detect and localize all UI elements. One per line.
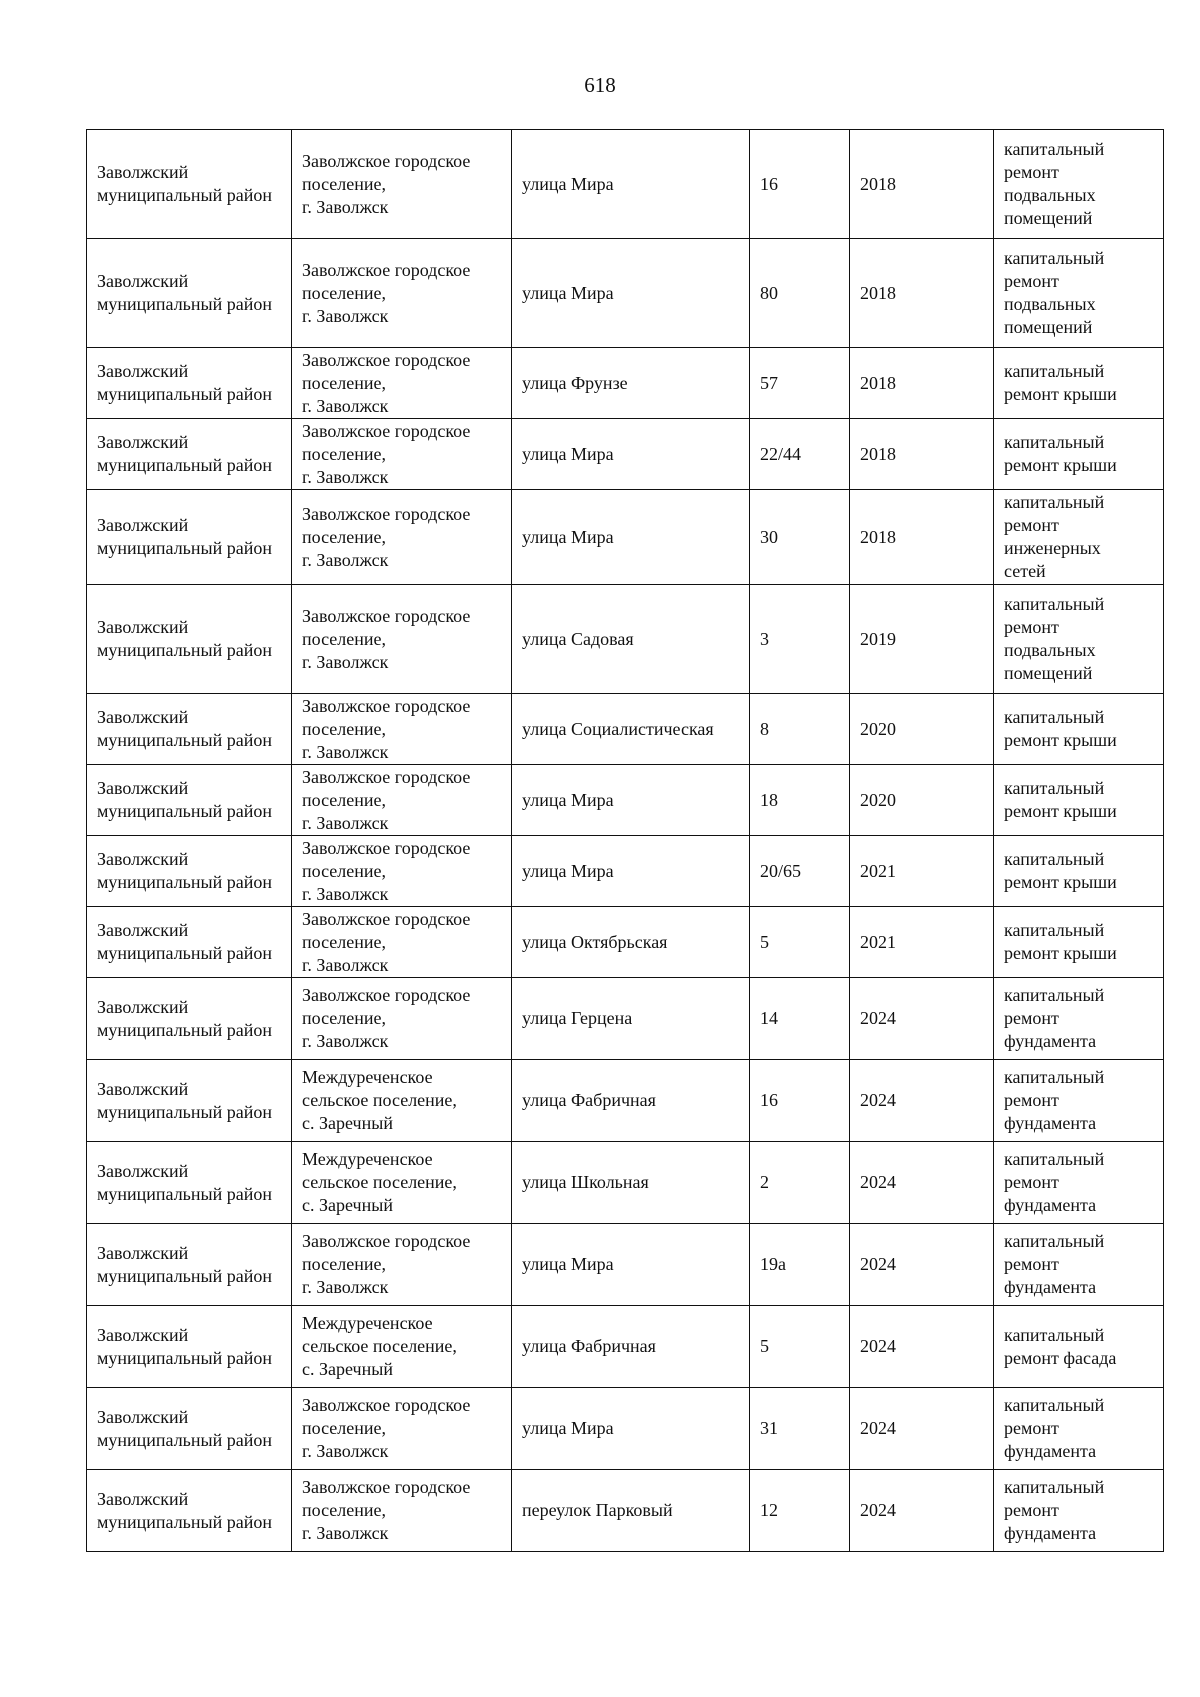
work-type-cell (994, 978, 1164, 1060)
work-type-cell (994, 239, 1164, 348)
table-row (87, 1306, 1164, 1388)
settlement-line: г. Заволжск (302, 812, 389, 833)
year-cell: 2024 (850, 1060, 994, 1142)
settlement-line: г. Заволжск (302, 196, 389, 217)
work-type-cell (994, 419, 1164, 490)
settlement-cell (292, 1470, 512, 1552)
work-type-line: капитальный (1004, 1477, 1105, 1497)
work-type-line: помещений (1004, 208, 1093, 228)
work-type-line: ремонт (1004, 1172, 1059, 1192)
settlement-line: г. Заволжск (302, 1523, 389, 1543)
district-cell: Заволжский муниципальный район (87, 1306, 292, 1388)
house-number-cell: 57 (750, 348, 850, 419)
table-row (87, 490, 1164, 585)
street-cell: улица Мира (512, 1224, 750, 1306)
work-type-cell (994, 1224, 1164, 1306)
settlement-line: поселение, (302, 173, 387, 194)
work-type-line: капитальный (1004, 492, 1105, 512)
table-body (87, 130, 1164, 1552)
work-type-line: ремонт крыши (1004, 801, 1117, 821)
settlement-line: Заволжское городское (302, 985, 471, 1005)
table-row (87, 1060, 1164, 1142)
work-type-line: ремонт крыши (1004, 384, 1117, 404)
year-cell: 2018 (850, 419, 994, 490)
work-type-line: капитальный (1004, 707, 1105, 727)
year-cell: 2021 (850, 907, 994, 978)
work-type-line: ремонт (1004, 1090, 1059, 1110)
house-number-cell: 5 (750, 907, 850, 978)
settlement-line: Заволжское городское (302, 1395, 471, 1415)
settlement-line: поселение, (302, 628, 387, 649)
settlement-cell (292, 1060, 512, 1142)
settlement-line: сельское поселение, (302, 1336, 457, 1356)
settlement-line: г. Заволжск (302, 1441, 389, 1461)
settlement-cell (292, 1142, 512, 1224)
settlement-line: поселение, (302, 1008, 387, 1028)
settlement-line: поселение, (302, 526, 387, 547)
district-cell: Заволжский муниципальный район (87, 978, 292, 1060)
table-row (87, 1470, 1164, 1552)
work-type-line: ремонт фасада (1004, 1347, 1117, 1368)
table-row (87, 978, 1164, 1060)
settlement-line: г. Заволжск (302, 549, 389, 570)
district-cell: Заволжский муниципальный район (87, 1142, 292, 1224)
street-cell: улица Октябрьская (512, 907, 750, 978)
work-type-line: капитальный (1004, 1324, 1105, 1345)
work-type-line: ремонт крыши (1004, 872, 1117, 892)
work-type-line: ремонт (1004, 1254, 1059, 1274)
settlement-line: г. Заволжск (302, 395, 389, 416)
street-cell: улица Социалистическая (512, 694, 750, 765)
district-cell: Заволжский муниципальный район (87, 1224, 292, 1306)
settlement-line: г. Заволжск (302, 1277, 389, 1297)
work-type-line: капитальный (1004, 1149, 1105, 1169)
house-number-cell: 19а (750, 1224, 850, 1306)
work-type-line: фундамента (1004, 1277, 1097, 1297)
district-cell: Заволжский муниципальный район (87, 836, 292, 907)
settlement-line: Заволжское городское (302, 908, 471, 929)
settlement-line: г. Заволжск (302, 305, 389, 326)
work-type-line: капитальный (1004, 361, 1105, 381)
settlement-cell (292, 585, 512, 694)
settlement-cell (292, 130, 512, 239)
work-type-cell (994, 1388, 1164, 1470)
district-cell: Заволжский муниципальный район (87, 765, 292, 836)
settlement-line: Заволжское городское (302, 1477, 471, 1497)
house-number-cell: 16 (750, 130, 850, 239)
house-number-cell: 2 (750, 1142, 850, 1224)
work-type-line: капитальный (1004, 1231, 1105, 1251)
settlement-cell (292, 419, 512, 490)
work-type-cell (994, 585, 1164, 694)
work-type-line: фундамента (1004, 1031, 1097, 1051)
work-type-line: капитальный (1004, 1067, 1105, 1087)
settlement-cell (292, 1388, 512, 1470)
district-cell: Заволжский муниципальный район (87, 1470, 292, 1552)
settlement-line: Заволжское городское (302, 503, 471, 524)
table-row (87, 419, 1164, 490)
work-type-line: помещений (1004, 317, 1093, 337)
table-row (87, 1388, 1164, 1470)
work-type-cell (994, 1060, 1164, 1142)
settlement-line: поселение, (302, 1418, 387, 1438)
settlement-line: Заволжское городское (302, 1231, 471, 1251)
settlement-line: поселение, (302, 860, 387, 881)
work-type-cell (994, 836, 1164, 907)
street-cell: улица Мира (512, 836, 750, 907)
house-number-cell: 14 (750, 978, 850, 1060)
settlement-line: с. Заречный (302, 1195, 393, 1215)
settlement-line: поселение, (302, 443, 387, 464)
year-cell: 2024 (850, 1388, 994, 1470)
district-cell: Заволжский муниципальный район (87, 419, 292, 490)
work-type-line: капитальный (1004, 849, 1105, 869)
work-type-line: капитальный (1004, 778, 1105, 798)
repair-schedule-table (86, 129, 1164, 1552)
work-type-line: капитальный (1004, 985, 1105, 1005)
settlement-line: с. Заречный (302, 1113, 393, 1133)
year-cell: 2024 (850, 1224, 994, 1306)
work-type-line: ремонт (1004, 515, 1059, 535)
work-type-line: фундамента (1004, 1113, 1097, 1133)
street-cell: улица Фабричная (512, 1060, 750, 1142)
work-type-line: капитальный (1004, 248, 1105, 268)
district-cell: Заволжский муниципальный район (87, 130, 292, 239)
settlement-line: поселение, (302, 718, 387, 739)
table-row (87, 1142, 1164, 1224)
settlement-line: Заволжское городское (302, 837, 471, 858)
settlement-line: Заволжское городское (302, 605, 471, 626)
house-number-cell: 80 (750, 239, 850, 348)
street-cell: улица Мира (512, 1388, 750, 1470)
house-number-cell: 30 (750, 490, 850, 585)
work-type-cell (994, 490, 1164, 585)
work-type-line: капитальный (1004, 139, 1105, 159)
settlement-line: г. Заволжск (302, 466, 389, 487)
year-cell: 2024 (850, 1470, 994, 1552)
work-type-cell (994, 765, 1164, 836)
settlement-line: г. Заволжск (302, 651, 389, 672)
district-cell: Заволжский муниципальный район (87, 348, 292, 419)
work-type-cell (994, 348, 1164, 419)
street-cell: улица Садовая (512, 585, 750, 694)
district-cell: Заволжский муниципальный район (87, 1388, 292, 1470)
year-cell: 2024 (850, 1306, 994, 1388)
work-type-line: ремонт (1004, 1500, 1059, 1520)
settlement-line: г. Заволжск (302, 741, 389, 762)
settlement-line: г. Заволжск (302, 883, 389, 904)
street-cell: улица Школьная (512, 1142, 750, 1224)
settlement-line: Заволжское городское (302, 259, 471, 280)
settlement-line: Междуреченское (302, 1313, 433, 1333)
street-cell: переулок Парковый (512, 1470, 750, 1552)
street-cell: улица Мира (512, 130, 750, 239)
work-type-line: помещений (1004, 663, 1093, 683)
year-cell: 2019 (850, 585, 994, 694)
work-type-line: ремонт (1004, 162, 1059, 182)
settlement-line: поселение, (302, 931, 387, 952)
settlement-line: Заволжское городское (302, 766, 471, 787)
settlement-line: поселение, (302, 789, 387, 810)
table-row (87, 585, 1164, 694)
work-type-line: инженерных (1004, 538, 1101, 558)
table-row (87, 239, 1164, 348)
work-type-cell (994, 1470, 1164, 1552)
house-number-cell: 16 (750, 1060, 850, 1142)
work-type-cell (994, 130, 1164, 239)
work-type-line: ремонт крыши (1004, 730, 1117, 750)
settlement-cell (292, 1306, 512, 1388)
work-type-line: подвальных (1004, 294, 1096, 314)
work-type-cell (994, 694, 1164, 765)
street-cell: улица Мира (512, 239, 750, 348)
district-cell: Заволжский муниципальный район (87, 490, 292, 585)
table-row (87, 348, 1164, 419)
work-type-line: ремонт крыши (1004, 455, 1117, 475)
work-type-line: ремонт (1004, 271, 1059, 291)
house-number-cell: 18 (750, 765, 850, 836)
work-type-line: фундамента (1004, 1441, 1097, 1461)
work-type-line: ремонт (1004, 1008, 1059, 1028)
settlement-line: поселение, (302, 1500, 387, 1520)
house-number-cell: 31 (750, 1388, 850, 1470)
table-row (87, 765, 1164, 836)
work-type-line: капитальный (1004, 920, 1105, 940)
district-cell: Заволжский муниципальный район (87, 585, 292, 694)
work-type-line: капитальный (1004, 594, 1105, 614)
settlement-cell (292, 239, 512, 348)
year-cell: 2024 (850, 1142, 994, 1224)
street-cell: улица Мира (512, 419, 750, 490)
house-number-cell: 12 (750, 1470, 850, 1552)
work-type-line: подвальных (1004, 640, 1096, 660)
settlement-line: поселение, (302, 1254, 387, 1274)
table-row (87, 907, 1164, 978)
table-row (87, 694, 1164, 765)
settlement-line: поселение, (302, 282, 387, 303)
house-number-cell: 5 (750, 1306, 850, 1388)
year-cell: 2018 (850, 348, 994, 419)
house-number-cell: 22/44 (750, 419, 850, 490)
settlement-line: г. Заволжск (302, 1031, 389, 1051)
work-type-line: ремонт (1004, 1418, 1059, 1438)
settlement-cell (292, 907, 512, 978)
settlement-line: Заволжское городское (302, 349, 471, 370)
settlement-cell (292, 765, 512, 836)
street-cell: улица Фабричная (512, 1306, 750, 1388)
settlement-cell (292, 348, 512, 419)
work-type-line: подвальных (1004, 185, 1096, 205)
work-type-line: фундамента (1004, 1195, 1097, 1215)
street-cell: улица Мира (512, 765, 750, 836)
page-number: 618 (584, 73, 616, 97)
work-type-line: сетей (1004, 561, 1046, 581)
settlement-cell (292, 694, 512, 765)
district-cell: Заволжский муниципальный район (87, 694, 292, 765)
year-cell: 2018 (850, 490, 994, 585)
house-number-cell: 20/65 (750, 836, 850, 907)
street-cell: улица Герцена (512, 978, 750, 1060)
street-cell: улица Фрунзе (512, 348, 750, 419)
district-cell: Заволжский муниципальный район (87, 1060, 292, 1142)
work-type-line: капитальный (1004, 432, 1105, 452)
settlement-line: Заволжское городское (302, 150, 471, 171)
table-row (87, 130, 1164, 239)
year-cell: 2018 (850, 239, 994, 348)
street-cell: улица Мира (512, 490, 750, 585)
table-row (87, 1224, 1164, 1306)
house-number-cell: 3 (750, 585, 850, 694)
year-cell: 2024 (850, 978, 994, 1060)
work-type-cell (994, 907, 1164, 978)
work-type-cell (994, 1142, 1164, 1224)
settlement-line: Междуреченское (302, 1067, 433, 1087)
district-cell: Заволжский муниципальный район (87, 907, 292, 978)
settlement-line: поселение, (302, 372, 387, 393)
settlement-line: г. Заволжск (302, 954, 389, 975)
work-type-line: фундамента (1004, 1523, 1097, 1543)
settlement-line: Междуреченское (302, 1149, 433, 1169)
settlement-line: сельское поселение, (302, 1172, 457, 1192)
table-row (87, 836, 1164, 907)
work-type-cell (994, 1306, 1164, 1388)
district-cell: Заволжский муниципальный район (87, 239, 292, 348)
house-number-cell: 8 (750, 694, 850, 765)
work-type-line: ремонт (1004, 617, 1059, 637)
settlement-cell (292, 490, 512, 585)
year-cell: 2018 (850, 130, 994, 239)
year-cell: 2020 (850, 765, 994, 836)
year-cell: 2020 (850, 694, 994, 765)
work-type-line: ремонт крыши (1004, 943, 1117, 963)
settlement-cell (292, 978, 512, 1060)
settlement-line: Заволжское городское (302, 420, 471, 441)
year-cell: 2021 (850, 836, 994, 907)
settlement-cell (292, 836, 512, 907)
work-type-line: капитальный (1004, 1395, 1105, 1415)
settlement-line: Заволжское городское (302, 695, 471, 716)
settlement-line: сельское поселение, (302, 1090, 457, 1110)
settlement-line: с. Заречный (302, 1359, 393, 1379)
settlement-cell (292, 1224, 512, 1306)
